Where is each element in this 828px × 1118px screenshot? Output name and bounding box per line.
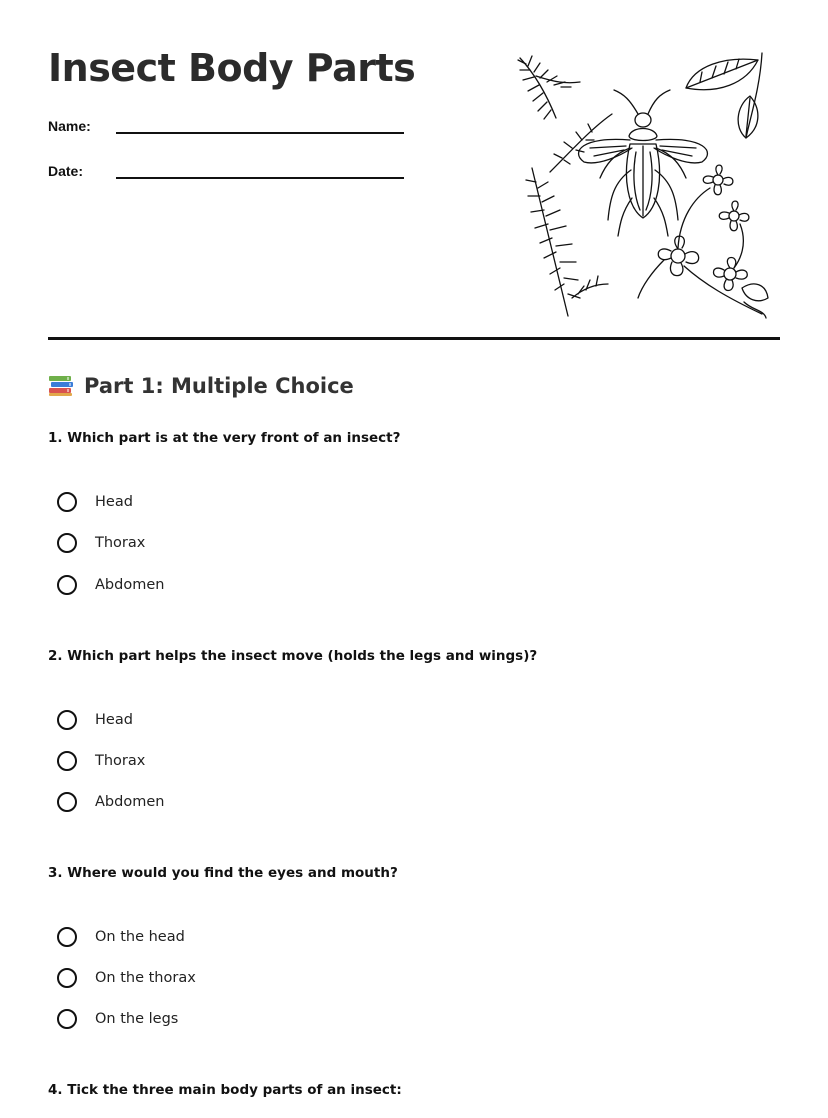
part1-heading bbox=[48, 374, 354, 398]
radio-button[interactable] bbox=[57, 575, 77, 595]
fern-frond-icon bbox=[526, 114, 612, 316]
date-input-line[interactable] bbox=[116, 163, 404, 179]
radio-button[interactable] bbox=[57, 968, 77, 988]
radio-button[interactable] bbox=[57, 710, 77, 730]
q3-option-on-the-legs[interactable] bbox=[57, 1009, 178, 1029]
fern-icon bbox=[518, 56, 580, 119]
radio-button[interactable] bbox=[57, 792, 77, 812]
q2-option-abdomen[interactable] bbox=[57, 792, 164, 812]
name-label: Name: bbox=[48, 118, 91, 134]
option-label: On the legs bbox=[95, 1011, 179, 1027]
date-label: Date: bbox=[48, 163, 84, 179]
insect-illustration bbox=[514, 48, 782, 320]
section-divider bbox=[48, 337, 780, 340]
radio-button[interactable] bbox=[57, 751, 77, 771]
q1-option-thorax[interactable] bbox=[57, 533, 145, 553]
option-label: Head bbox=[95, 712, 133, 728]
option-label: On the thorax bbox=[95, 970, 196, 986]
radio-button[interactable] bbox=[57, 533, 77, 553]
q2-option-thorax[interactable] bbox=[57, 751, 145, 771]
question-1: 1. Which part is at the very front of an insect? bbox=[48, 430, 401, 446]
name-input-line[interactable] bbox=[116, 118, 404, 134]
question-4: 4. Tick the three main body parts of an insect: bbox=[48, 1082, 402, 1098]
q3-option-on-the-head[interactable] bbox=[57, 927, 185, 947]
radio-button[interactable] bbox=[57, 1009, 77, 1029]
option-label: Thorax bbox=[95, 753, 146, 769]
worksheet-title: Insect Body Parts bbox=[48, 46, 416, 90]
q2-option-head[interactable] bbox=[57, 710, 133, 730]
option-label: Abdomen bbox=[95, 794, 165, 810]
beetle-icon bbox=[579, 90, 708, 236]
part1-heading-text: Part 1: Multiple Choice bbox=[84, 374, 354, 398]
name-field bbox=[48, 118, 404, 134]
option-label: Abdomen bbox=[95, 577, 165, 593]
radio-button[interactable] bbox=[57, 492, 77, 512]
flower-icon bbox=[638, 165, 768, 318]
q1-option-abdomen[interactable] bbox=[57, 575, 164, 595]
leaf-icon bbox=[686, 53, 762, 138]
date-field bbox=[48, 163, 404, 179]
option-label: Head bbox=[95, 494, 133, 510]
q3-option-on-the-thorax[interactable] bbox=[57, 968, 196, 988]
q1-option-head[interactable] bbox=[57, 492, 133, 512]
books-icon bbox=[48, 374, 74, 398]
option-label: On the head bbox=[95, 929, 185, 945]
option-label: Thorax bbox=[95, 535, 146, 551]
radio-button[interactable] bbox=[57, 927, 77, 947]
question-3: 3. Where would you find the eyes and mouth? bbox=[48, 865, 398, 881]
question-2: 2. Which part helps the insect move (holds the legs and wings)? bbox=[48, 648, 538, 664]
